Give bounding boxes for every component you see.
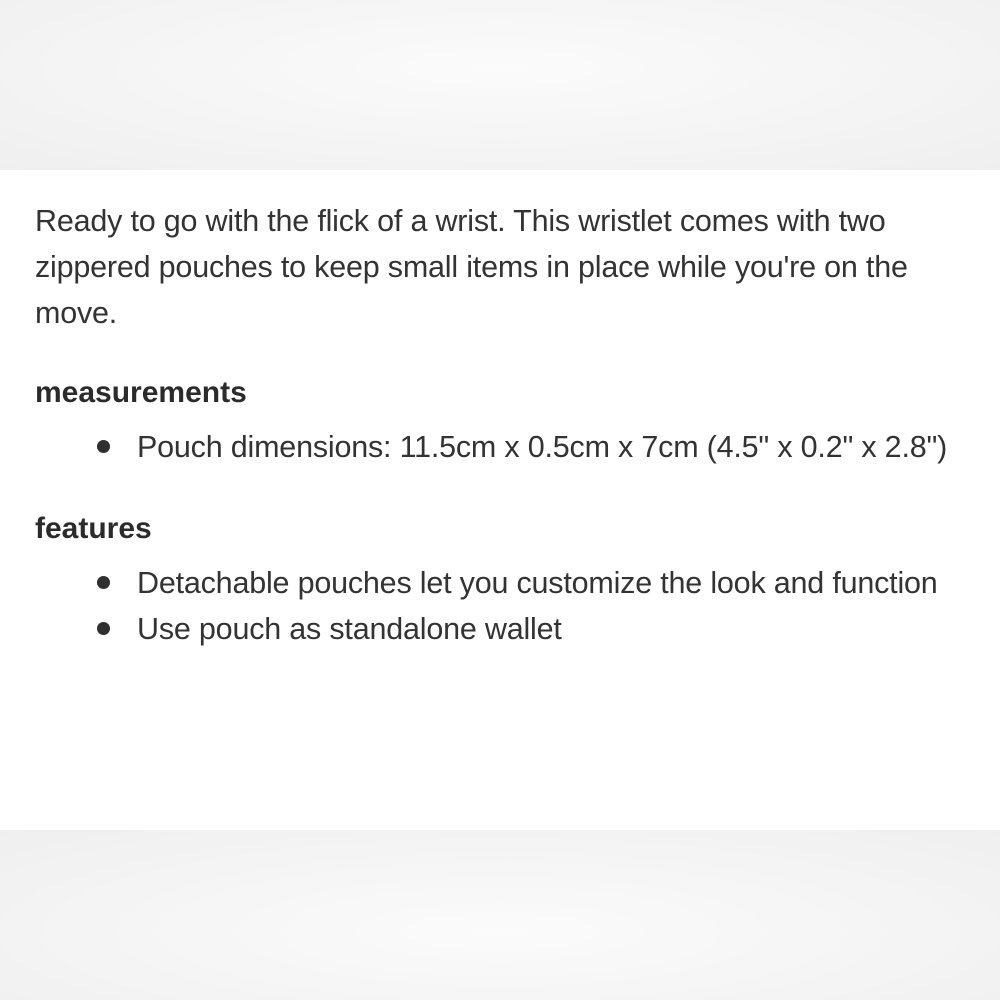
measurements-list [35, 424, 955, 470]
list-item [35, 424, 955, 470]
product-description [35, 198, 955, 652]
bullet-dot-icon [97, 622, 110, 635]
background-top [0, 0, 1000, 170]
bullet-dot-icon [97, 576, 110, 589]
background-bottom [0, 830, 1000, 1000]
measurement-item-text: Pouch dimensions: 11.5cm x 0.5cm x 7cm (4.5" x 0.2" x 2.8") [137, 430, 948, 464]
feature-item-text: Use pouch as standalone wallet [137, 612, 562, 646]
feature-item-text: Detachable pouches let you customize the look and function [137, 566, 938, 600]
list-item [35, 606, 955, 652]
description-intro: Ready to go with the flick of a wrist. This wristlet comes with two zippered pouches to keep small items in place while you're on the move. [35, 204, 908, 330]
measurements-heading: measurements [35, 376, 247, 409]
product-description-card [0, 170, 1000, 830]
list-item [35, 560, 955, 606]
features-list [35, 560, 955, 652]
features-heading: features [35, 512, 152, 545]
bullet-dot-icon [97, 440, 110, 453]
